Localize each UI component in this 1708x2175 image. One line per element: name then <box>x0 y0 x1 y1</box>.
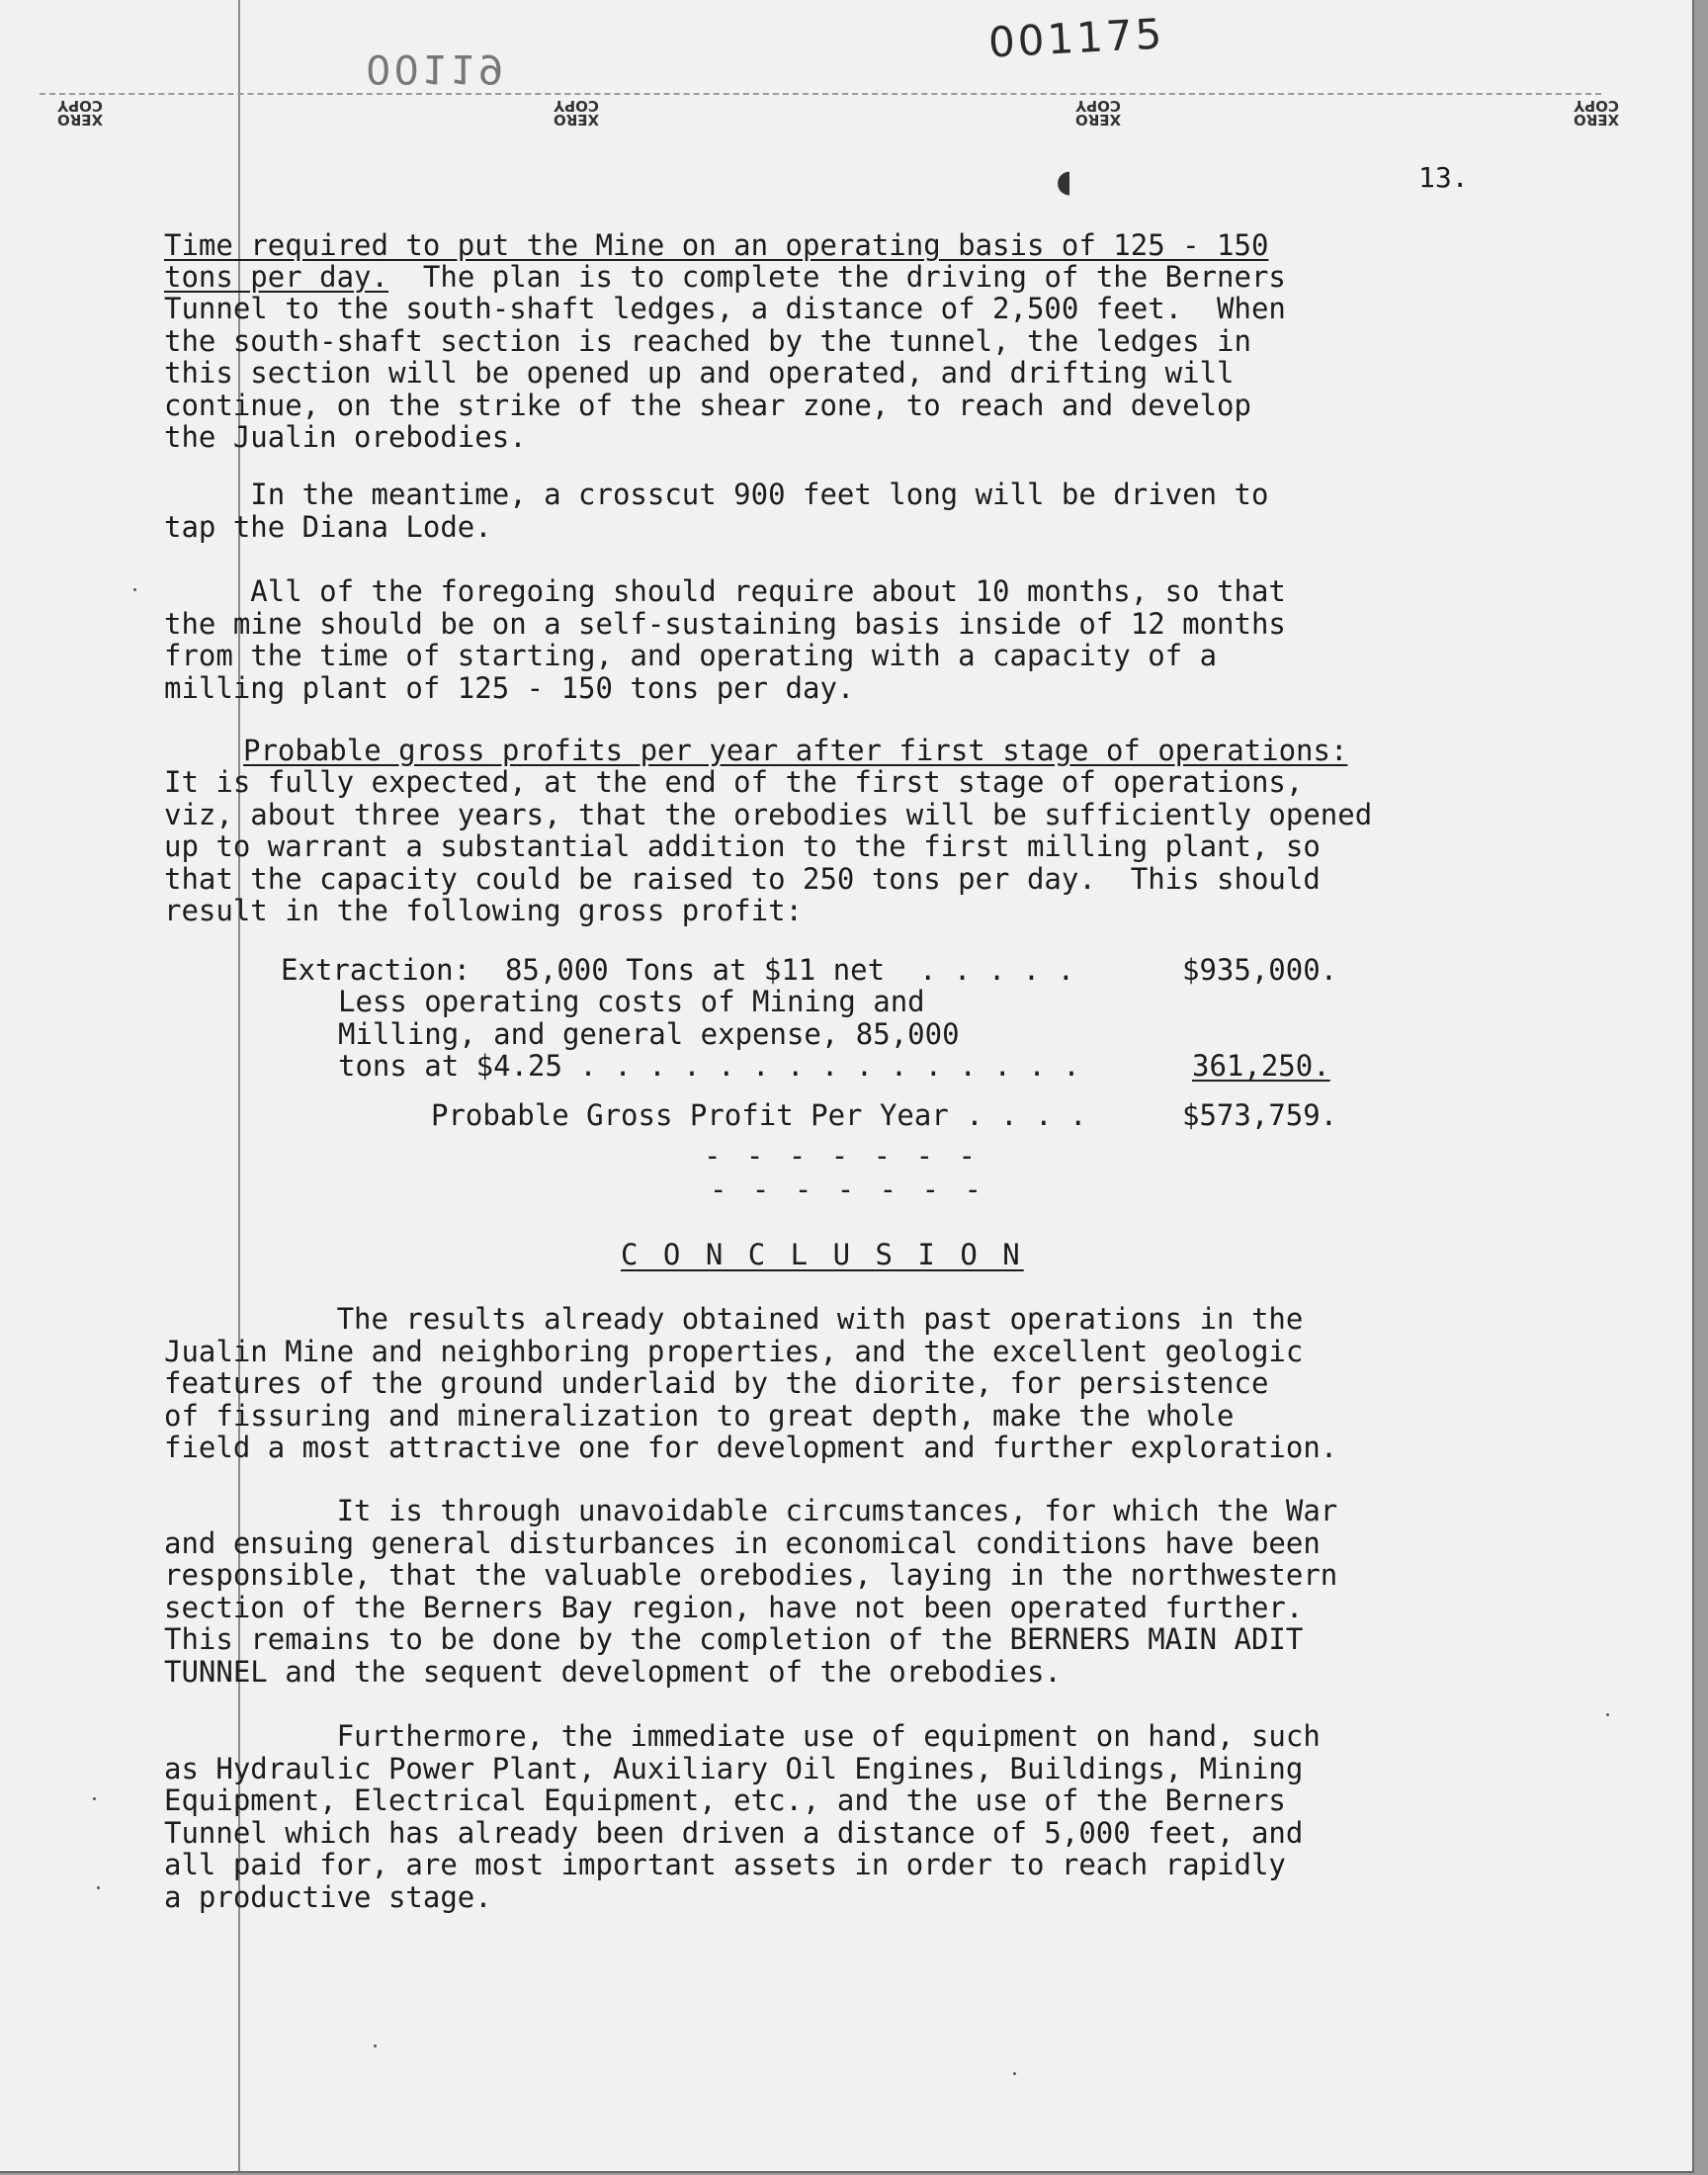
section-heading-gross-profits: Probable gross profits per year after first stage of operations: <box>243 734 1348 767</box>
bates-number-faded: 00119 <box>366 45 507 91</box>
ledger-extraction-label: Extraction: 85,000 Tons at $11 net . . . . . <box>281 953 1075 987</box>
scan-speck <box>93 1797 96 1800</box>
ledger-costs-label: Less operating costs of Mining and Milling, and general expense, 85,000 tons at $4.25 . . . . . . . . . . . . . . . <box>338 985 1080 1084</box>
paragraph-expected-expansion: It is fully expected, at the end of the first stage of operations, viz, about three years, that the orebodies will be sufficiently opened up to warrant a substantial addition to the first milling plant, so that the capacity could be raised to 250 tons per day. This should result in the following gross profit: <box>164 765 1373 928</box>
paragraph-crosscut: In the meantime, a crosscut 900 feet long will be driven to tap the Diana Lode. <box>164 478 1269 544</box>
scan-speck <box>133 588 136 591</box>
paragraph-timeline: All of the foregoing should require about 10 months, so that the mine should be on a self-sustaining basis inside of 12 months from the time of starting, and operating with a capacity of a milling plant of 125 - 150 tons per day. <box>164 574 1286 705</box>
scan-speck <box>1606 1713 1609 1716</box>
page-number: 13. <box>1418 161 1469 194</box>
section-heading-operating-basis: Time required to put the Mine on an operating basis of 125 - 150 <box>164 228 1269 262</box>
bates-number: 001175 <box>986 9 1166 67</box>
conclusion-paragraph-results: The results already obtained with past operations in the Jualin Mine and neighboring properties, and the excellent geologic features of the ground underlaid by the diorite, for persistence of fissuring and mineralization to great depth, make the whole field a most attractive one for development and further exploration. <box>164 1302 1338 1465</box>
copy-edge-rule <box>40 93 1601 95</box>
conclusion-paragraph-assets: Furthermore, the immediate use of equipment on hand, such as Hydraulic Power Plant, Auxiliary Oil Engines, Buildings, Mining Equipment, Electrical Equipment, etc., and the use of the Berners Tunnel which has already been driven a distance of 5,000 feet, and all paid for, are most important assets in order to reach rapidly a productive stage. <box>164 1719 1321 1914</box>
ledger-profit-value: $573,759. <box>1182 1098 1338 1132</box>
xero-copy-stamp: XERO COPY <box>1574 97 1620 129</box>
ledger-costs-value: 361,250. <box>1192 1049 1330 1083</box>
separator-dashes: - - - - - - - <box>710 1173 985 1206</box>
conclusion-paragraph-circumstances: It is through unavoidable circumstances, for which the War and ensuing general disturbances in economical conditions have been responsible, that the valuable orebodies, laying in the northwestern section of the Berners Bay region, have not been operated further. This remains to be done by the completion of the BERNERS MAIN ADIT TUNNEL and the sequent development of the orebodies. <box>164 1494 1338 1689</box>
scan-speck <box>1013 2072 1016 2075</box>
xero-copy-stamp: XERO COPY <box>554 97 600 129</box>
xero-copy-stamp: XERO COPY <box>1075 97 1122 129</box>
scan-speck <box>97 1886 100 1889</box>
separator-dashes: - - - - - - - <box>704 1139 980 1173</box>
conclusion-title: C O N C L U S I O N <box>621 1238 1024 1271</box>
paragraph-tunnel-plan: Tunnel to the south-shaft ledges, a distance of 2,500 feet. When the south-shaft section is reached by the tunnel, the ledges in this section will be opened up and operated, and drifting will continue, on the strike of the shear zone, to reach and develop the Jualin orebodies. <box>164 292 1286 455</box>
heading-continuation-line: tons per day. The plan is to complete the driving of the Berners <box>164 260 1286 294</box>
scan-speck <box>374 2044 377 2047</box>
ledger-profit-label: Probable Gross Profit Per Year . . . . <box>431 1098 1087 1132</box>
xero-copy-stamp: XERO COPY <box>57 97 104 129</box>
punch-hole-mark-icon: ◖ <box>1052 158 1076 204</box>
ledger-extraction-value: $935,000. <box>1182 953 1338 987</box>
